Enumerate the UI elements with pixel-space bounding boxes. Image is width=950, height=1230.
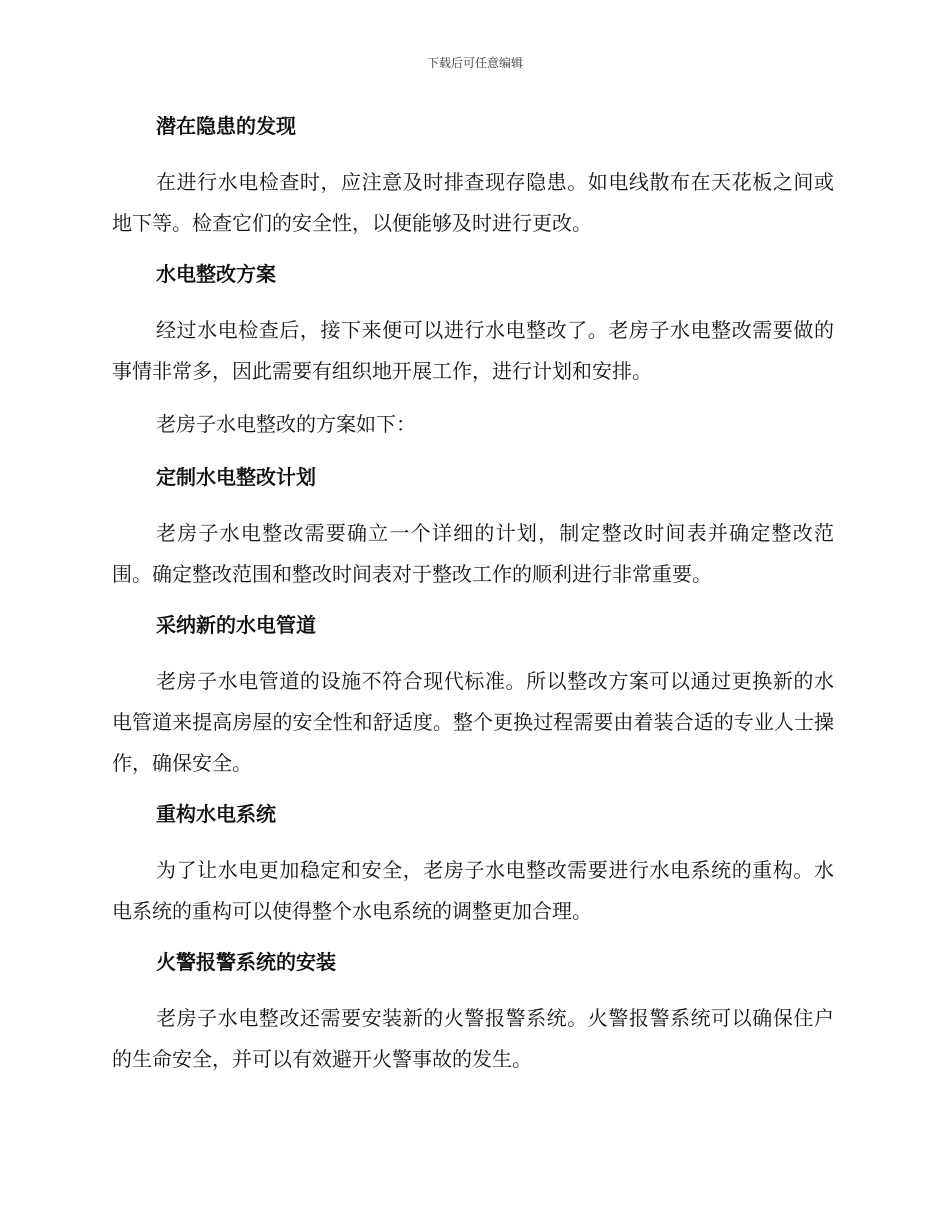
paragraph-hazard-discovery: 在进行水电检查时，应注意及时排查现存隐患。如电线散布在天花板之间或地下等。检查它们的安全性，以便能够及时进行更改。 <box>112 170 834 235</box>
section-heading-new-pipes: 采纳新的水电管道 <box>156 613 316 637</box>
paragraph-system-rebuild: 为了让水电更加稳定和安全，老房子水电整改需要进行水电系统的重构。水电系统的重构可以使得整个水电系统的调整更加合理。 <box>112 858 834 923</box>
section-heading-custom-plan: 定制水电整改计划 <box>156 465 316 489</box>
section-heading-system-rebuild: 重构水电系统 <box>156 802 276 826</box>
paragraph-fire-alarm: 老房子水电整改还需要安装新的火警报警系统。火警报警系统可以确保住户的生命安全，并可以有效避开火警事故的发生。 <box>112 1006 834 1071</box>
paragraph-new-pipes: 老房子水电管道的设施不符合现代标准。所以整改方案可以通过更换新的水电管道来提高房屋的安全性和舒适度。整个更换过程需要由着装合适的专业人士操作，确保安全。 <box>112 669 834 775</box>
section-heading-hazard-discovery: 潜在隐患的发现 <box>156 114 296 138</box>
document-body <box>112 108 834 1092</box>
paragraph-plan-list-intro: 老房子水电整改的方案如下： <box>156 412 416 436</box>
section-heading-fire-alarm: 火警报警系统的安装 <box>156 950 336 974</box>
paragraph-rectification-intro: 经过水电检查后，接下来便可以进行水电整改了。老房子水电整改需要做的事情非常多，因此需要有组织地开展工作，进行计划和安排。 <box>112 318 834 383</box>
page-header: 下载后可任意编辑 <box>426 56 523 70</box>
paragraph-custom-plan: 老房子水电整改需要确立一个详细的计划，制定整改时间表并确定整改范围。确定整改范围和整改时间表对于整改工作的顺利进行非常重要。 <box>112 521 834 586</box>
section-heading-rectification-plan: 水电整改方案 <box>156 262 276 286</box>
